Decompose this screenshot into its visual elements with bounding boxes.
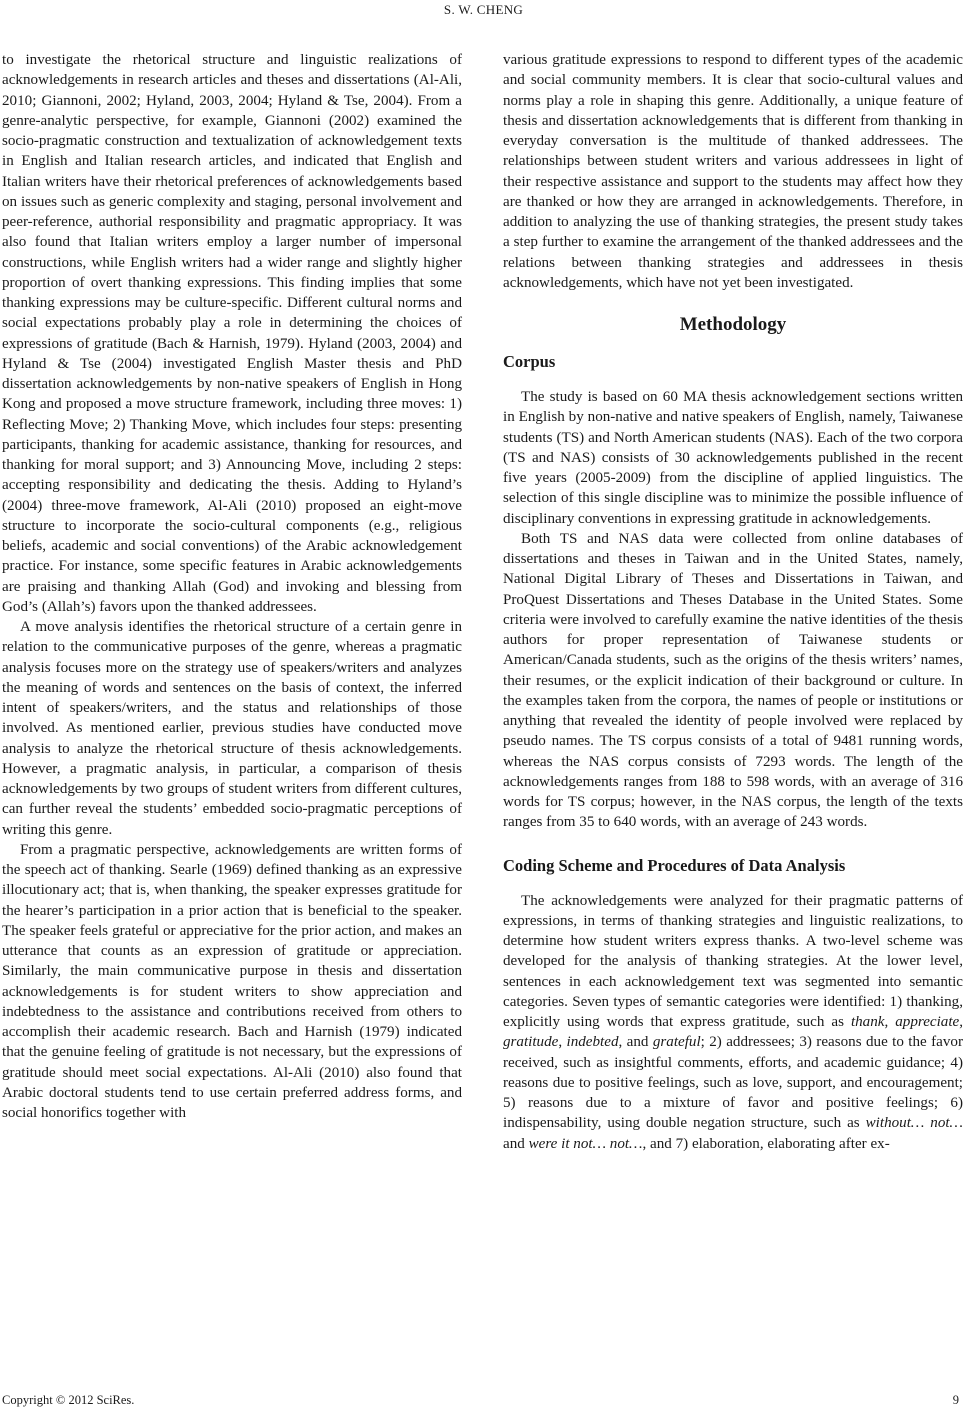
running-head: S. W. CHENG [443,2,524,17]
page-number: 9 [952,1393,959,1407]
text-run: and [503,1135,529,1152]
text-run: , [884,1014,896,1030]
term-gratitude: gratitude [503,1034,559,1051]
body-paragraph: Both TS and NAS data were collected from online databases of dissertations and theses in Taiwan and in the United States, namely, National Digital Library of Theses and Dissertations in Taiwan, and ProQuest Dissertations and Theses Database in the United States. Some criteria were involved to carefully examine the native identities of the thesis authors for proper representation of Taiwanese students or American/Canada students, such as the origins of the thesis writers’ names, their resumes, or the explicit indication of their background or culture. In the examples taken from the corpora, the names of people or institutions or anything that revealed the identity of people involved were replaced by pseudo names. The TS corpus consists of a total of 9481 running words, whereas the NAS corpus consists of 7293 words. The length of the acknowledgements ranges from 188 to 598 words, with an average of 316 words for TS corpus; however, in the NAS corpus, the length of the texts ranges from 35 to 640 words, with an average of 243 words. [503,530,963,831]
text-run: ; 2) addressees; 3) reasons due to the favor received, such as insightful comments, efforts, and academic guidance; 4) reasons due to positive feelings, such as love, support, and encouragement; 5) reasons due to a mixture of favor and positive feelings; 6) indispensability, using double negation structure, such as [503,1034,963,1132]
term-thank: thank [850,1014,885,1030]
term-grateful: grateful [652,1034,701,1051]
body-paragraph: From a pragmatic perspective, acknowledgements are written forms of the speech act of thanking. Searle (1969) defined thanking as an expressive illocutionary act; that is, when thanking, the speaker expresses gratitude for the hearer’s participation in a prior action that is beneficial to the speaker. The speaker feels grateful or appreciative for the prior action, and makes an utterance that counts as an expression of gratitude or appreciation. Similarly, the main communicative purpose in thesis and dissertation acknowledgements is for student writers to show appreciation and indebtedness to the assistance and contributions received from others to accomplish their academic research. Bach and Harnish (1979) indicated that the genuine feeling of gratitude is not necessary, but the expressions of gratitude should meet social expectations. Al-Ali (2010) also found that Arabic doctoral students tend to use certain preferred address forms, and social honorifics together with [2,841,462,1121]
text-run: The acknowledgements were analyzed for their pragmatic patterns of expressions, in terms of thanking strategies and linguistic realizations, to determine how student writers express thanks. A two-level scheme was developed for the analysis of thanking strategies. At the lower level, sentences in each acknowledgement text was segmented into semantic categories. Seven types of semantic categories were identified: 1) thanking, explicitly using words that express gratitude, such as [503,892,963,1030]
term-indebted: indebted [566,1034,619,1051]
term-were-it-not: were it not… not… [528,1135,643,1152]
body-paragraph: to investigate the rhetorical structure and linguistic realizations of acknowledgements in research articles and theses and dissertations (Al-Ali, 2010; Giannoni, 2002; Hyland, 2003, 2004; Hyland & Tse, 2004). From a genre-analytic perspective, for example, Giannoni (2002) examined the socio-pragmatic construction and textualization of acknowledgement texts in English and Italian research articles, and indicated that English and Italian writers have their rhetorical preferences of acknowledgements based on issues such as generic complexity and staging, personal involvement and peer-reference, authorial responsibility and pragmatic appropriacy. It was also found that Italian writers employ a larger number of impersonal constructions, while English writers had a wider range and slightly higher proportion of overt thanking expressions. This finding implies that some thanking expressions may be culture-specific. Different cultural norms and social expectations probably play a role in determining the choices of expressions of gratitude (Bach & Harnish, 1979). Hyland (2003, 2004) and Hyland & Tse (2004) investigated English Master thesis and PhD dissertation acknowledgements by non-native speakers of English in Hong Kong and proposed a move structure framework, including three moves: 1) Reflecting Move; 2) Thanking Move, which includes four steps: presenting participants, thanking for academic assistance, thanking for resources, and thanking for moral support; and 3) Announcing Move, including 2 steps: accepting responsibility and dedicating the thesis. Adding to Hyland’s (2004) three-move framework, Al-Ali (2010) proposed an eight-move structure to incorporate the socio-cultural components (e.g., religious beliefs, academic and social conventions) of the Arabic acknowledgement practice. For instance, some specific features in Arabic acknowledgements are praising and thanking Allah (God) and invoking and blessing from God’s (Allah’s) favors upon the thanked addressees. [2,52,462,615]
body-paragraph [503,891,963,1154]
term-appreciate: appreciate [895,1014,960,1030]
copyright-notice: Copyright © 2012 SciRes. [2,1393,135,1407]
section-title: Methodology [679,314,787,335]
subsection-title-coding: Coding Scheme and Procedures of Data Analysis [503,855,846,875]
text-run: , and 7) elaboration, elaborating after ex- [642,1135,890,1152]
left-column [2,50,462,1123]
subsection-title-corpus: Corpus [503,352,556,371]
body-paragraph: A move analysis identifies the rhetorical structure of a certain genre in relation to the communicative purposes of the genre, whereas a pragmatic analysis focuses more on the strategy use of speakers/writers and analyzes the meaning of words and sentences on the basis of context, the inferred intent of speakers/writers, and the status and relationships of those involved. As mentioned earlier, previous studies have conducted move analysis to analyze the rhetorical structure of thesis acknowledgements. However, a pragmatic analysis, in particular, a comparison of thesis acknowledgements by two groups of student writers from different cultures, can further reveal the students’ embedded socio-pragmatic perceptions of writing this genre. [2,619,462,838]
text-run: , [959,1014,964,1030]
right-column [503,50,963,1154]
text-run: , [558,1034,567,1051]
body-paragraph: various gratitude expressions to respond to different types of the academic and social community members. It is clear that socio-cultural values and norms play a role in shaping this genre. Additionally, a unique feature of thesis and dissertation acknowledgements that is different from thanking in everyday conversation is the multitude of thanked addressees. The relationships between student writers and various addressees in light of their respective assistance and support to the students may affect how they are thanked or how they are arranged in acknowledgements. Therefore, in addition to analyzing the use of thanking strategies, the present study takes a step further to examine the arrangement of the thanked addressees and the relations between thanking strategies and addressees in thesis acknowledgements, which have not yet been investigated. [503,52,963,291]
body-paragraph: The study is based on 60 MA thesis acknowledgement sections written in English by non-native and native speakers of English, namely, Taiwanese students (TS) and North American students (NAS). Each of the two corpora (TS and NAS) consists of 30 acknowledgements published in the recent five years (2005-2009) from the discipline of applied linguistics. The selection of this single discipline was to minimize the possible influence of disciplinary conventions in expressing gratitude in acknowledgements. [503,389,963,527]
term-without-not: without… not… [865,1115,963,1132]
text-run: , and [618,1034,653,1051]
